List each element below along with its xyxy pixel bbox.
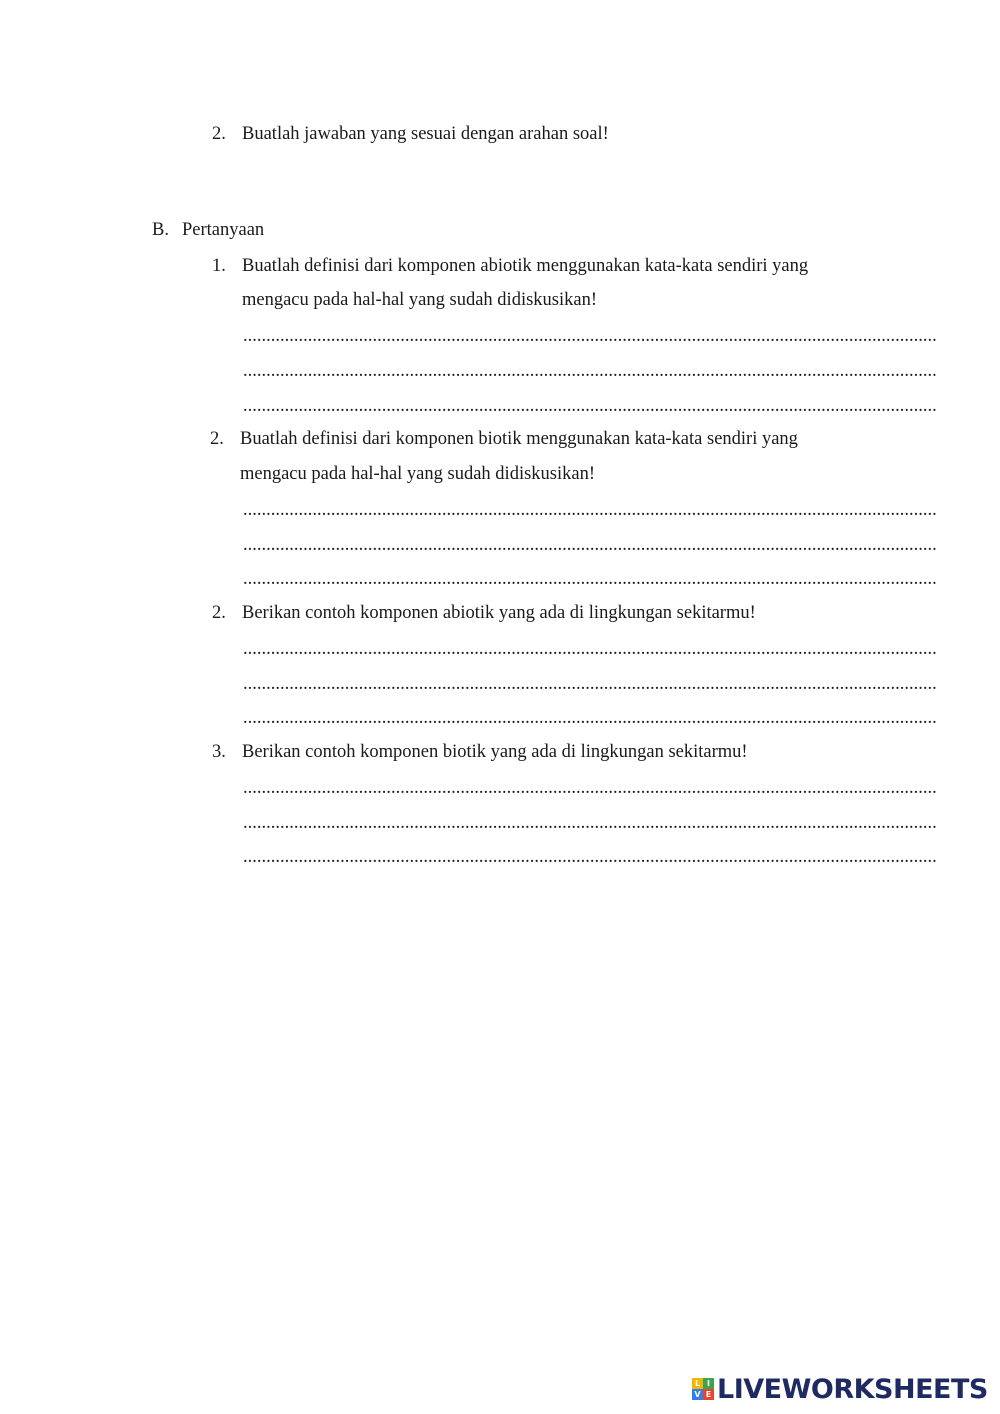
answer-line[interactable]: ......................................................................................................................................................: [243, 813, 937, 833]
liveworksheets-logo-icon: [692, 1378, 714, 1400]
answer-line[interactable]: ......................................................................................................................................................: [243, 778, 937, 798]
intro-item-text: Buatlah jawaban yang sesuai dengan arahan soal!: [242, 124, 609, 144]
section-letter: B.: [152, 220, 169, 240]
question-text: Buatlah definisi dari komponen abiotik menggunakan kata-kata sendiri yang: [242, 256, 809, 276]
question-text: Berikan contoh komponen biotik yang ada di lingkungan sekitarmu!: [242, 742, 748, 762]
answer-line[interactable]: ......................................................................................................................................................: [243, 500, 937, 520]
question-number: 2.: [212, 603, 226, 623]
answer-line[interactable]: ......................................................................................................................................................: [243, 569, 937, 589]
question-text: mengacu pada hal-hal yang sudah didiskusikan!: [240, 464, 595, 484]
section-title: Pertanyaan: [182, 220, 265, 240]
answer-line[interactable]: ......................................................................................................................................................: [243, 361, 937, 381]
logo-icon-tile: L: [692, 1378, 703, 1389]
answer-line[interactable]: ......................................................................................................................................................: [243, 396, 937, 416]
answer-line[interactable]: ......................................................................................................................................................: [243, 326, 937, 346]
answer-line[interactable]: ......................................................................................................................................................: [243, 639, 937, 659]
question-number: 2.: [210, 429, 224, 449]
question-number: 1.: [212, 256, 226, 276]
question-text: mengacu pada hal-hal yang sudah didiskusikan!: [242, 290, 597, 310]
question-number: 3.: [212, 742, 226, 762]
answer-line[interactable]: ......................................................................................................................................................: [243, 708, 937, 728]
answer-line[interactable]: ......................................................................................................................................................: [243, 674, 937, 694]
question-text: Berikan contoh komponen abiotik yang ada di lingkungan sekitarmu!: [242, 603, 756, 623]
question-text: Buatlah definisi dari komponen biotik menggunakan kata-kata sendiri yang: [240, 429, 798, 449]
logo-icon-tile: V: [692, 1389, 703, 1400]
logo-icon-tile: I: [703, 1378, 714, 1389]
liveworksheets-logo[interactable]: [692, 1374, 988, 1404]
answer-line[interactable]: ......................................................................................................................................................: [243, 847, 937, 867]
answer-line[interactable]: ......................................................................................................................................................: [243, 535, 937, 555]
logo-icon-tile: E: [703, 1389, 714, 1400]
intro-item-number: 2.: [212, 124, 226, 144]
logo-text: LIVEWORKSHEETS: [717, 1373, 988, 1405]
